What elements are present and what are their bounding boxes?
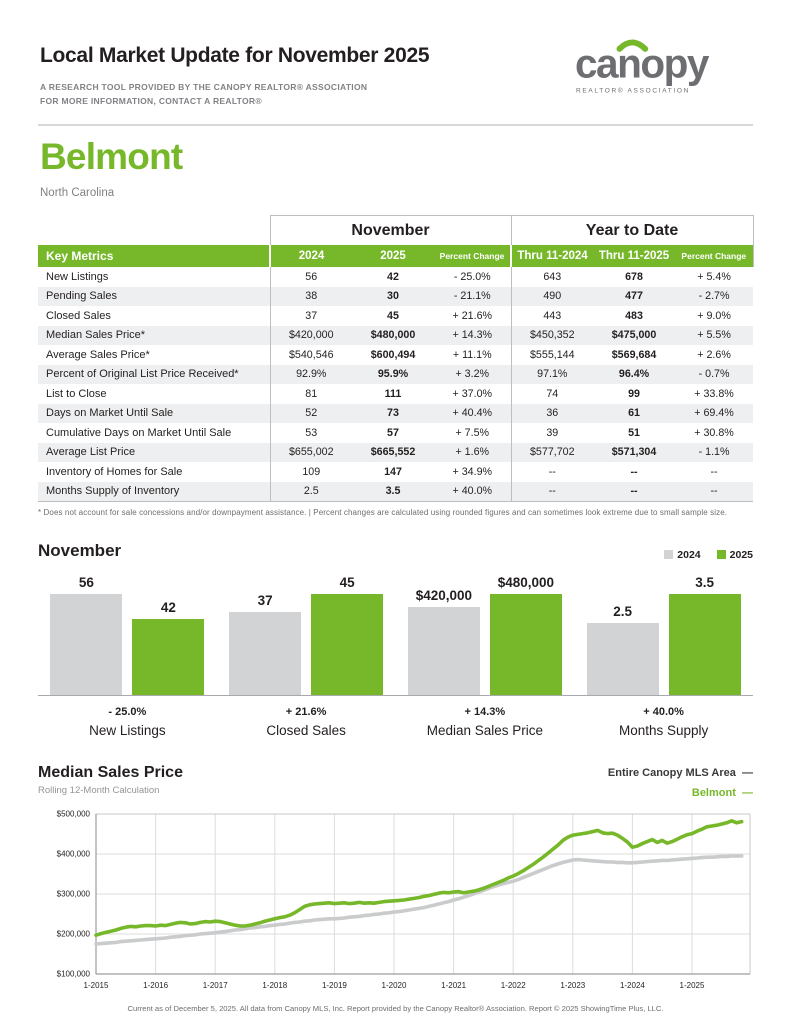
bar-chart-legend [664,549,753,561]
metric-value: $577,702 [511,443,593,463]
y-axis-tick-label: $400,000 [56,849,90,859]
x-axis-tick-label: 1-2019 [321,980,347,990]
x-axis-tick-label: 1-2015 [83,980,109,990]
metric-label: Percent of Original List Price Received* [46,368,239,381]
metric-value: 147 [384,465,402,478]
metric-value: 36 [511,404,593,424]
table-row [38,384,753,404]
bar-2024 [50,594,122,695]
col-header-2025: 2025 [352,245,434,267]
metric-value: 57 [387,426,399,439]
metric-value: $600,494 [370,348,416,361]
bar-value-label: $420,000 [415,588,473,604]
bar-value-label: 3.5 [695,575,715,591]
metric-value: + 11.1% [452,348,492,361]
table-group-header-row [38,216,753,246]
metric-value: + 1.6% [455,446,490,459]
metric-value: + 5.4% [697,270,731,283]
bar-2024 [408,607,480,695]
metric-value: 443 [511,306,593,326]
bar-unit [311,575,383,695]
metric-value: + 37.0% [452,387,493,400]
bar-percent-change: + 21.6% [285,706,327,719]
header-divider [38,124,753,126]
metric-value: + 5.5% [697,329,731,342]
bar-pair [587,565,741,695]
bar-unit [490,575,562,695]
metric-value: 490 [511,287,593,307]
col-header-2024: 2024 [270,245,352,267]
bar-group-label: Months Supply [618,723,709,739]
metric-value: 51 [628,426,640,439]
bar-percent-change: - 25.0% [108,706,147,719]
col-header-percent-change-nov: Percent Change [434,245,511,267]
metric-value: + 21.6% [452,309,493,322]
table-row [38,306,753,326]
metrics-table-body [38,267,753,502]
metric-value: $555,144 [511,345,593,365]
legend-label-mls-area: Entire Canopy MLS Area [607,767,736,780]
header-subtitle-2: FOR MORE INFORMATION, CONTACT A REALTOR® [40,96,262,107]
bar-2025 [669,594,741,695]
metric-value: 73 [387,407,399,420]
line-chart-legend [608,764,753,804]
metric-label: Inventory of Homes for Sale [46,465,183,478]
x-axis-tick-label: 1-2020 [381,980,407,990]
metric-value: 38 [270,287,352,307]
bar-2025 [132,619,204,695]
metric-value: $655,002 [270,443,352,463]
x-axis-tick-label: 1-2022 [500,980,526,990]
metric-value: -- [511,482,593,502]
bar-2025 [311,594,383,695]
metric-value: 92.9% [270,365,352,385]
metric-value: 74 [511,384,593,404]
x-axis-tick-label: 1-2023 [560,980,586,990]
metric-value: + 34.9% [452,465,493,478]
metric-value: 2.5 [270,482,352,502]
metric-value: + 9.0% [697,309,731,322]
x-axis-tick-label: 1-2016 [143,980,169,990]
table-row [38,326,753,346]
metrics-table-wrap [38,215,753,502]
line-chart-title: Median Sales Price [38,764,183,782]
metric-value: + 69.4% [694,407,734,420]
metric-value: -- [511,462,593,482]
table-row [38,287,753,307]
legend-item-belmont [608,784,753,804]
metric-value: -- [710,465,718,478]
metric-value: -- [630,465,638,478]
metric-value: 477 [625,290,643,303]
bar-value-label: 56 [78,575,94,591]
metric-value: 109 [270,462,352,482]
metric-value: 39 [511,423,593,443]
metric-value: $665,552 [370,446,416,459]
bar-group-label: Median Sales Price [426,723,544,739]
metric-value: $475,000 [611,329,657,342]
bar-group-closed-sales [217,565,396,738]
metric-value: 30 [387,290,399,303]
metric-value: 99 [628,387,640,400]
bar-group-median-sales-price [396,565,575,738]
metric-value: $571,304 [611,446,657,459]
metric-value: 81 [270,384,352,404]
metric-value: $480,000 [370,329,416,342]
metric-value: + 2.6% [697,348,731,361]
bar-chart-title: November [38,541,122,561]
legend-item-mls-area [608,764,753,784]
header-subtitle-1: A RESEARCH TOOL PROVIDED BY THE CANOPY REALTOR® ASSOCIATION [40,82,368,92]
y-axis-tick-label: $100,000 [56,969,90,979]
metric-value: + 7.5% [455,426,490,439]
bar-unit [132,600,204,695]
bar-unit [669,575,741,695]
bar-pair [50,565,204,695]
bar-chart-baseline [38,695,753,696]
table-row [38,482,753,502]
bar-pair [408,565,562,695]
legend-dash-belmont-icon: — [742,786,753,799]
metric-value: -- [630,485,638,498]
metric-value: + 40.4% [452,407,493,420]
line-series-belmont [96,820,742,934]
metric-value: $450,352 [511,326,593,346]
bar-group-months-supply [574,565,753,738]
bar-group-new-listings [38,565,217,738]
metric-value: 37 [270,306,352,326]
table-column-header-row [38,245,753,267]
report-footer: Current as of December 5, 2025. All data from Canopy MLS, Inc. Report provided by the Canopy Realtor® Association. Report © 2025 ShowingTime Plus, LLC. [127,1003,664,1013]
metric-value: + 30.8% [694,426,734,439]
bar-unit [229,593,301,695]
metric-label: Median Sales Price* [46,329,146,342]
metric-value: - 1.1% [698,446,730,459]
bar-percent-change: + 40.0% [643,706,684,719]
location-state: North Carolina [40,187,115,200]
canopy-logo [573,38,751,101]
metric-value: 45 [387,309,399,322]
page-title: Local Market Update for November 2025 [40,44,430,67]
col-header-thru-11-2025: Thru 11-2025 [593,245,675,267]
bar-group-label: Closed Sales [266,723,346,739]
metric-value: 53 [270,423,352,443]
legend-swatch-2025-icon [717,550,726,559]
metric-value: 643 [511,267,593,287]
table-footnote: * Does not account for sale concessions and/or downpayment assistance. | Percent changes are calculated using rounded figures and can sometimes look extreme due to small sample size. [38,508,728,518]
y-axis-tick-label: $200,000 [56,929,90,939]
metric-value: - 25.0% [453,270,491,283]
table-row [38,345,753,365]
canopy-logo-tagline: REALTOR® ASSOCIATION [575,87,691,95]
x-axis-tick-label: 1-2025 [679,980,705,990]
metric-label: Days on Market Until Sale [46,407,174,420]
metric-value: 61 [628,407,640,420]
table-corner-spacer [38,216,270,246]
bar-2024 [587,623,659,695]
metric-value: 678 [625,270,643,283]
metric-value: + 14.3% [452,329,493,342]
metric-value: 56 [270,267,352,287]
metric-value: -- [710,485,718,498]
y-axis-tick-label: $300,000 [56,889,90,899]
bar-chart-groups [38,565,753,738]
group-header-year-to-date: Year to Date [511,216,753,246]
x-axis-tick-label: 1-2017 [202,980,228,990]
bar-percent-change: + 14.3% [464,706,506,719]
metric-value: - 21.1% [453,290,491,303]
table-row [38,443,753,463]
metric-value: 483 [625,309,643,322]
metric-value: - 0.7% [698,368,730,381]
metric-value: + 3.2% [455,368,490,381]
line-chart-title-block [38,764,183,796]
legend-dash-mls-icon: — [742,767,753,780]
line-series-entire-canopy-mls-area [96,856,742,944]
x-axis-tick-label: 1-2021 [441,980,467,990]
table-row [38,267,753,287]
bar-value-label: 45 [339,575,355,591]
bar-unit [408,588,480,695]
metric-value: 97.1% [511,365,593,385]
metric-label: List to Close [46,387,107,400]
x-axis-tick-label: 1-2024 [619,980,645,990]
canopy-logo-wordmark: canopy [574,40,708,87]
legend-label-2024: 2024 [677,549,701,562]
metric-value: $420,000 [270,326,352,346]
table-row [38,365,753,385]
metric-value: + 33.8% [694,387,734,400]
bar-group-label: New Listings [89,723,166,739]
metric-label: New Listings [46,270,109,283]
legend-item-2025 [717,549,753,561]
legend-item-2024 [664,549,700,561]
col-header-key-metrics: Key Metrics [38,245,270,267]
table-row [38,423,753,443]
metric-value: 111 [384,387,402,400]
metric-value: 52 [270,404,352,424]
bar-value-label: $480,000 [497,575,555,591]
table-row [38,404,753,424]
metric-value: $540,546 [270,345,352,365]
report-header [40,40,751,108]
metric-label: Average List Price [46,446,136,459]
metric-label: Pending Sales [46,290,117,303]
header-text-block [40,44,429,108]
col-header-thru-11-2024: Thru 11-2024 [511,245,593,267]
bar-unit [587,604,659,695]
metric-label: Closed Sales [46,309,111,322]
y-axis-tick-label: $500,000 [56,809,90,819]
legend-label-2025: 2025 [729,549,753,562]
bar-unit [50,575,122,695]
metric-label: Cumulative Days on Market Until Sale [46,426,232,439]
location-name: Belmont [40,136,183,178]
x-axis-tick-label: 1-2018 [262,980,288,990]
metric-value: 96.4% [618,368,650,381]
table-row [38,462,753,482]
line-chart-subtitle: Rolling 12-Month Calculation [38,785,160,797]
metric-value: + 40.0% [452,485,493,498]
metric-label: Months Supply of Inventory [46,485,180,498]
metric-value: 42 [387,270,399,283]
metric-value: $569,684 [611,348,657,361]
bar-value-label: 37 [257,593,273,609]
legend-label-belmont: Belmont [691,786,736,799]
metric-value: - 2.7% [698,290,730,303]
line-chart-header [38,764,753,804]
col-header-percent-change-ytd: Percent Change [675,245,753,267]
bar-value-label: 2.5 [613,604,633,620]
metric-label: Average Sales Price* [46,348,150,361]
group-header-november: November [270,216,511,246]
bar-chart-body [38,565,753,738]
median-sales-price-chart [38,806,753,1004]
metric-value: 3.5 [385,485,401,498]
metric-value: 95.9% [377,368,409,381]
bar-2024 [229,612,301,695]
metrics-table [38,215,754,502]
bar-pair [229,565,383,695]
bar-value-label: 42 [160,600,176,616]
legend-swatch-2024-icon [664,550,673,559]
bar-2025 [490,594,562,695]
bar-chart-header [38,541,753,561]
